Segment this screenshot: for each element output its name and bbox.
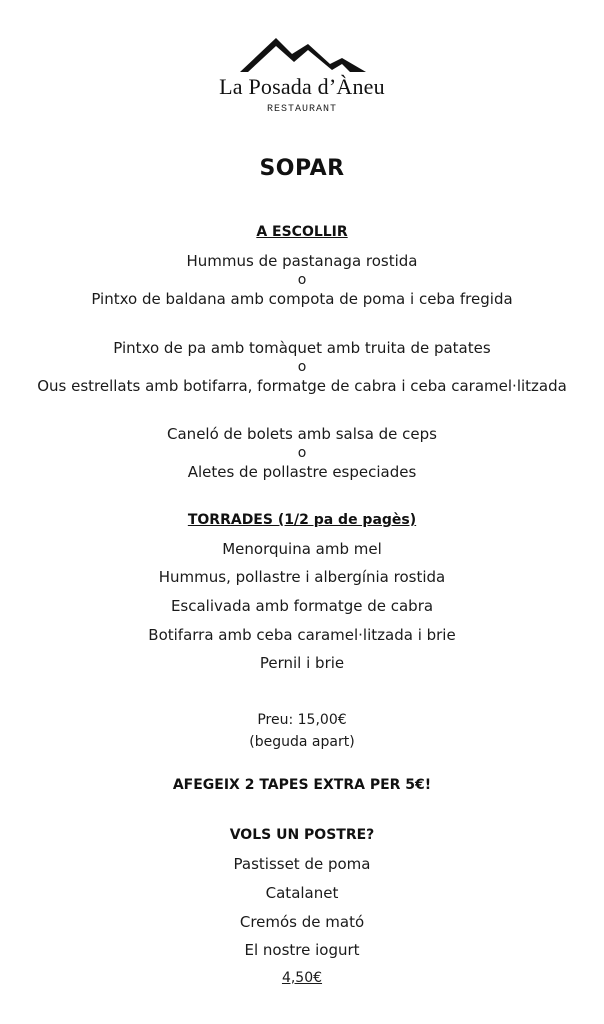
- dessert-heading: VOLS UN POSTRE?: [229, 827, 375, 843]
- mountain-icon: [238, 34, 368, 74]
- brand-name: La Posada d’Àneu: [219, 74, 385, 99]
- torrada-item: Pernil i brie: [259, 654, 345, 672]
- or-separator: o: [297, 359, 307, 375]
- torrada-item: Hummus, pollastre i albergínia rostida: [158, 568, 446, 586]
- menu-item: Ous estrellats amb botifarra, formatge de cabra i ceba caramel·litzada: [37, 377, 567, 395]
- dessert-item: Catalanet: [265, 884, 339, 902]
- dessert-item: Pastisset de poma: [233, 855, 371, 873]
- torrades-heading: TORRADES (1/2 pa de pagès): [187, 512, 417, 528]
- menu-item: Caneló de bolets amb salsa de ceps: [167, 425, 437, 443]
- choose-heading: A ESCOLLIR: [256, 224, 348, 240]
- extra-offer: AFEGEIX 2 TAPES EXTRA PER 5€!: [172, 777, 432, 793]
- torrada-item: Escalivada amb formatge de cabra: [170, 597, 434, 615]
- dessert-item: El nostre iogurt: [244, 941, 360, 959]
- menu-item: Pintxo de pa amb tomàquet amb truita de patates: [113, 339, 491, 357]
- dessert-item: Cremós de mató: [239, 913, 365, 931]
- menu-price: Preu: 15,00€: [257, 712, 347, 728]
- menu-item: Pintxo de baldana amb compota de poma i ceba fregida: [91, 290, 513, 308]
- menu-item: Hummus de pastanaga rostida: [186, 252, 418, 270]
- torrada-item: Menorquina amb mel: [222, 540, 382, 558]
- drink-note: (beguda apart): [249, 734, 355, 750]
- brand-subtitle: RESTAURANT: [266, 104, 337, 115]
- or-separator: o: [297, 272, 307, 288]
- dessert-price: 4,50€: [281, 970, 323, 986]
- or-separator: o: [297, 445, 307, 461]
- torrada-item: Botifarra amb ceba caramel·litzada i brie: [148, 626, 456, 644]
- menu-item: Aletes de pollastre especiades: [187, 463, 417, 481]
- page-title: SOPAR: [259, 156, 345, 181]
